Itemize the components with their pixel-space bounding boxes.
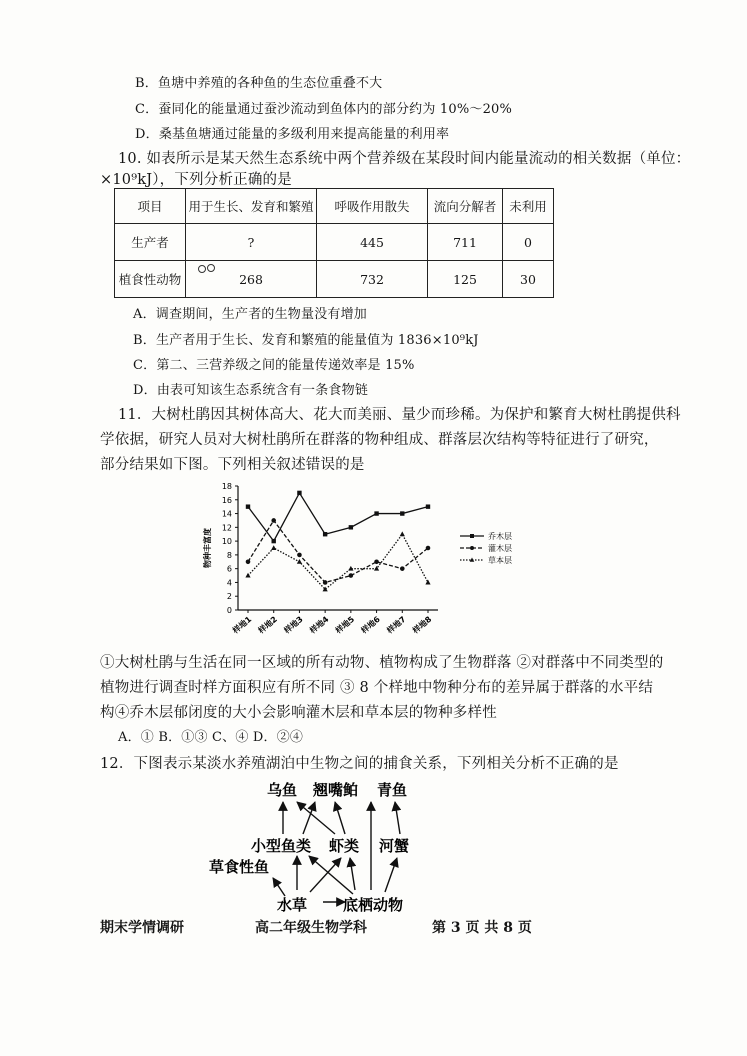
data-point: [400, 531, 405, 536]
energy-flow-table: [114, 188, 554, 298]
data-point: [349, 573, 354, 578]
legend-marker: [470, 546, 474, 550]
arrow-smallfish-to-topmouth: [303, 802, 315, 834]
pen-scribble-mark: [196, 262, 218, 276]
x-tick-label: 样地2: [256, 614, 279, 636]
table-cell: 125: [428, 261, 503, 298]
q10-option-d: D．由表可知该生态系统含有一条食物链: [133, 383, 369, 398]
x-tick-label: 样地5: [333, 614, 357, 636]
chart-axes: [202, 482, 438, 636]
y-tick-label: 10: [221, 537, 232, 547]
data-point: [323, 532, 327, 536]
data-point: [374, 559, 379, 564]
data-point: [297, 553, 302, 558]
legend-marker: [470, 534, 474, 538]
arrow-benthos-to-shrimp: [350, 858, 355, 890]
node-topmouth-culter: 翘嘴鲌: [313, 781, 359, 799]
legend-label: 灌木层: [488, 544, 512, 553]
y-axis-label: 物种丰富度: [203, 528, 212, 568]
node-benthic-animals: 底栖动物: [343, 896, 404, 914]
data-point: [426, 504, 430, 508]
data-point: [297, 559, 302, 564]
q10-stem-line2: ×10⁹kJ），下列分析正确的是: [100, 172, 292, 188]
table-cell: 268: [186, 261, 317, 298]
y-tick-label: 4: [226, 578, 232, 588]
node-shrimp: 虾类: [329, 837, 360, 855]
table-cell: 711: [428, 224, 503, 261]
y-tick-label: 14: [221, 509, 232, 519]
table-header-cell: 流向分解者: [428, 189, 503, 224]
footer-page-number: 第 3 页 共 8 页: [432, 920, 532, 936]
y-tick-label: 0: [226, 606, 232, 615]
q9-option-c: C．蚕同化的能量通过蚕沙流动到鱼体内的部分约为 10%～20%: [135, 102, 513, 117]
data-point: [426, 546, 431, 551]
q11-stem-line2: 学依据，研究人员对大树杜鹃所在群落的物种组成、群落层次结构等特征进行了研究，: [100, 432, 659, 448]
q11-stem-line1: 11．大树杜鹃因其树体高大、花大而美丽、量少而珍稀。为保护和繁育大树杜鹃提供科: [118, 407, 681, 423]
table-cell: 植食性动物: [115, 261, 186, 298]
q10-option-b: B．生产者用于生长、发育和繁殖的能量值为 1836×10⁹kJ: [133, 333, 479, 348]
x-tick-label: 样地1: [230, 614, 254, 636]
node-water-plant: 水草: [277, 896, 308, 914]
data-point: [323, 580, 328, 585]
arrow-plant-to-shrimp: [310, 858, 341, 892]
data-point: [271, 545, 276, 550]
y-tick-label: 12: [221, 523, 232, 533]
node-small-fish: 小型鱼类: [251, 837, 312, 855]
q11-statement-line1: ①大树杜鹃与生活在同一区域的所有动物、植物构成了生物群落 ②对群落中不同类型的: [100, 655, 664, 671]
arrow-plant-to-herbivore: [273, 878, 285, 896]
table-header-cell: 项目: [115, 189, 186, 224]
table-cell: 生产者: [115, 224, 186, 261]
table-header-row: [115, 189, 554, 224]
y-tick-label: 8: [226, 550, 232, 560]
legend-label: 草本层: [488, 556, 512, 565]
table-cell: 30: [503, 261, 554, 298]
data-point: [374, 511, 378, 515]
table-header-cell: 未利用: [503, 189, 554, 224]
q10-stem-line1: 10. 如表所示是某天然生态系统中两个营养级在某段时间内能量流动的相关数据（单位：: [118, 151, 691, 167]
q11-statement-line2: 植物进行调查时样方面积应有所不同 ③ 8 个样地中物种分布的差异属于群落的水平结: [100, 680, 654, 696]
table-header-cell: 用于生长、发育和繁殖: [186, 189, 317, 224]
series-line-2: [248, 520, 428, 582]
y-tick-label: 18: [221, 482, 232, 491]
arrow-benthos-to-crab: [385, 858, 397, 892]
x-tick-label: 样地8: [410, 614, 434, 636]
node-herbivorous-fish: 草食性鱼: [209, 858, 270, 876]
y-tick-label: 6: [226, 564, 232, 574]
table-cell: 0: [503, 224, 554, 261]
q9-option-d: D．桑基鱼塘通过能量的多级利用来提高能量的利用率: [135, 127, 450, 142]
data-point: [349, 525, 353, 529]
table-row: [115, 224, 554, 261]
y-tick-label: 2: [226, 592, 232, 602]
node-black-carp: 青鱼: [377, 781, 408, 799]
arrow-benthos-to-smallfish: [309, 856, 353, 894]
node-snakehead: 乌鱼: [267, 781, 298, 799]
x-tick-label: 样地7: [385, 614, 408, 636]
chart-legend: [460, 531, 512, 565]
q9-option-b: B．鱼塘中养殖的各种鱼的生态位重叠不大: [135, 76, 383, 91]
q11-options: A．① B．①③ C、④ D．②④: [118, 730, 304, 745]
data-point: [323, 587, 328, 592]
q12-stem: 12．下图表示某淡水养殖湖泊中生物之间的捕食关系，下列相关分析不正确的是: [100, 756, 619, 772]
arrow-shrimp-to-topmouth: [335, 802, 345, 834]
node-river-crab: 河蟹: [379, 837, 410, 855]
food-web-diagram: [205, 778, 425, 918]
table-cell: ?: [186, 224, 317, 261]
q10-option-c: C．第二、三营养级之间的能量传递效率是 15%: [133, 358, 415, 373]
legend-label: 乔木层: [488, 532, 512, 541]
table-cell: 732: [317, 261, 428, 298]
x-tick-label: 样地6: [359, 614, 382, 636]
arrow-crab-to-blackcarp: [395, 802, 400, 834]
arrow-shrimp-to-snakehead: [297, 802, 335, 834]
species-richness-line-chart: [198, 478, 528, 644]
data-point: [245, 573, 250, 578]
footer-left: 期末学情调研: [100, 920, 184, 936]
footer-center: 高二年级生物学科: [255, 920, 367, 936]
table-cell: 445: [317, 224, 428, 261]
chart-series-group: [245, 491, 430, 592]
y-tick-label: 16: [221, 495, 232, 505]
x-tick-label: 样地4: [308, 614, 331, 636]
data-point: [272, 539, 276, 543]
data-point: [246, 559, 251, 564]
table-row: [115, 261, 554, 298]
q11-statement-line3: 构④乔木层郁闭度的大小会影响灌木层和草本层的物种多样性: [100, 705, 497, 721]
data-point: [271, 518, 276, 523]
q10-option-a: A．调查期间，生产者的生物量没有增加: [133, 307, 367, 322]
q11-stem-line3: 部分结果如下图。下列相关叙述错误的是: [100, 457, 365, 473]
data-point: [400, 566, 405, 571]
data-point: [246, 504, 250, 508]
data-point: [297, 491, 301, 495]
data-point: [400, 511, 404, 515]
x-tick-label: 样地3: [282, 614, 305, 636]
table-header-cell: 呼吸作用散失: [317, 189, 428, 224]
